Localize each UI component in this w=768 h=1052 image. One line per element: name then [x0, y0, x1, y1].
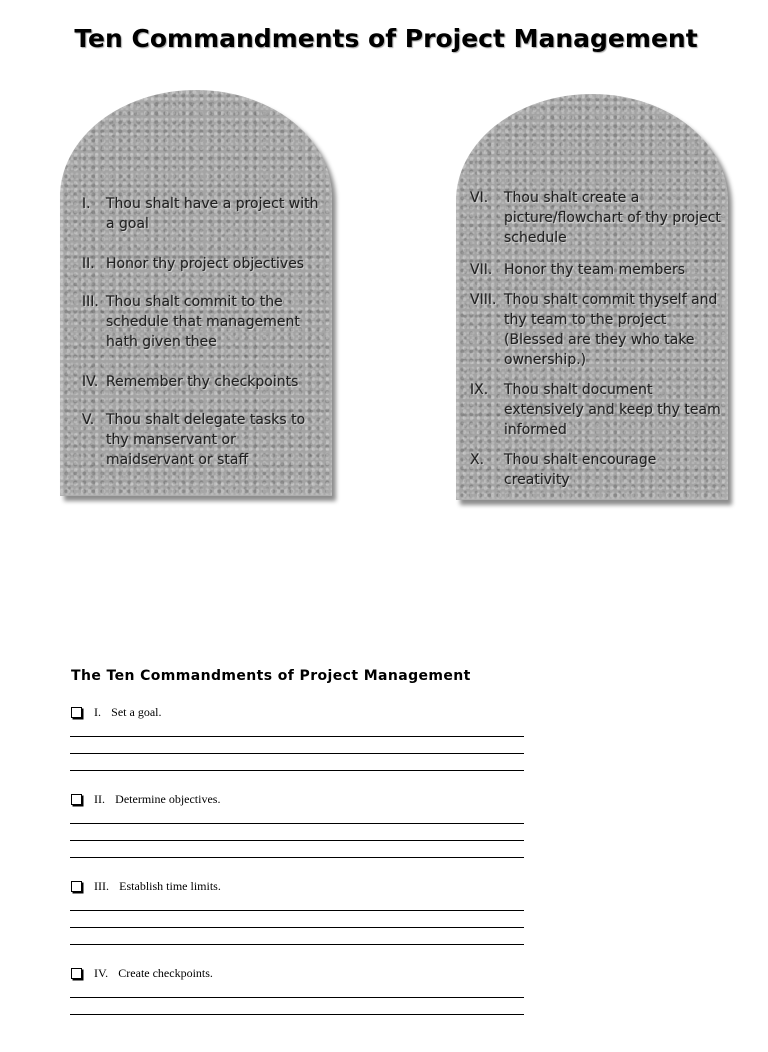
item-label: Create checkpoints.: [118, 965, 213, 980]
answer-line[interactable]: [70, 944, 524, 945]
answer-line[interactable]: [70, 840, 524, 841]
commandment-text: Thou shalt create a picture/flowchart of thy project schedule: [504, 190, 721, 246]
commandment-4: [82, 372, 328, 392]
commandment-7: [470, 260, 724, 280]
commandment-number: VII.: [470, 262, 493, 278]
item-label: Establish time limits.: [119, 878, 221, 893]
commandment-text: Thou shalt delegate tasks to thy manservant or maidservant or staff: [106, 412, 306, 468]
answer-line[interactable]: [70, 997, 524, 998]
commandment-number: I.: [82, 196, 91, 212]
checklist-row: [70, 791, 524, 807]
worksheet-checklist: [70, 704, 524, 1052]
commandment-6: [470, 188, 724, 248]
checkbox[interactable]: [71, 707, 82, 718]
item-number: III.: [94, 878, 109, 893]
answer-line[interactable]: [70, 927, 524, 928]
commandment-text: Thou shalt have a project with a goal: [106, 196, 319, 232]
checklist-item: [70, 878, 524, 965]
stone-tablet-left: [60, 90, 332, 496]
commandment-2: [82, 254, 328, 274]
commandment-number: VI.: [470, 190, 489, 206]
commandment-number: V.: [82, 412, 95, 428]
checklist-row: [70, 878, 524, 894]
answer-line[interactable]: [70, 753, 524, 754]
answer-line[interactable]: [70, 1014, 524, 1015]
answer-line[interactable]: [70, 910, 524, 911]
commandment-5: [82, 410, 328, 470]
stone-tablet-right: [456, 94, 728, 500]
answer-line[interactable]: [70, 770, 524, 771]
commandment-1: [82, 194, 328, 234]
commandment-list-right: [470, 188, 724, 490]
checklist-row: [70, 965, 524, 981]
page-title: Ten Commandments of Project Management: [74, 24, 698, 53]
commandment-10: [470, 450, 724, 490]
commandment-number: VIII.: [470, 292, 497, 308]
item-number: II.: [94, 791, 105, 806]
commandment-8: [470, 290, 724, 370]
commandment-text: Honor thy project objectives: [106, 256, 305, 272]
item-label: Determine objectives.: [115, 791, 221, 806]
checklist-item: [70, 791, 524, 878]
commandment-number: II.: [82, 256, 95, 272]
checklist-item: [70, 704, 524, 791]
commandment-3: [82, 292, 328, 352]
commandment-number: IV.: [82, 374, 99, 390]
checkbox[interactable]: [71, 881, 82, 892]
commandment-number: IX.: [470, 382, 489, 398]
checkbox[interactable]: [71, 794, 82, 805]
answer-line[interactable]: [70, 857, 524, 858]
checklist-row: [70, 704, 524, 720]
commandment-number: III.: [82, 294, 99, 310]
commandment-number: X.: [470, 452, 485, 468]
commandment-text: Thou shalt encourage creativity: [504, 452, 657, 488]
commandment-text: Honor thy team members: [504, 262, 686, 278]
item-label: Set a goal.: [111, 704, 162, 719]
commandment-text: Remember thy checkpoints: [106, 374, 299, 390]
answer-line[interactable]: [70, 736, 524, 737]
commandment-list-left: [82, 194, 328, 470]
answer-line[interactable]: [70, 823, 524, 824]
checklist-item: [70, 965, 524, 1052]
commandment-text: Thou shalt document extensively and keep thy team informed: [504, 382, 721, 438]
commandment-text: Thou shalt commit to the schedule that management hath given thee: [106, 294, 300, 350]
checkbox[interactable]: [71, 968, 82, 979]
commandment-9: [470, 380, 724, 440]
item-number: I.: [94, 704, 101, 719]
commandment-text: Thou shalt commit thyself and thy team to the project (Blessed are they who take ownership.): [504, 292, 718, 368]
item-number: IV.: [94, 965, 109, 980]
worksheet-title: The Ten Commandments of Project Management: [71, 668, 471, 684]
